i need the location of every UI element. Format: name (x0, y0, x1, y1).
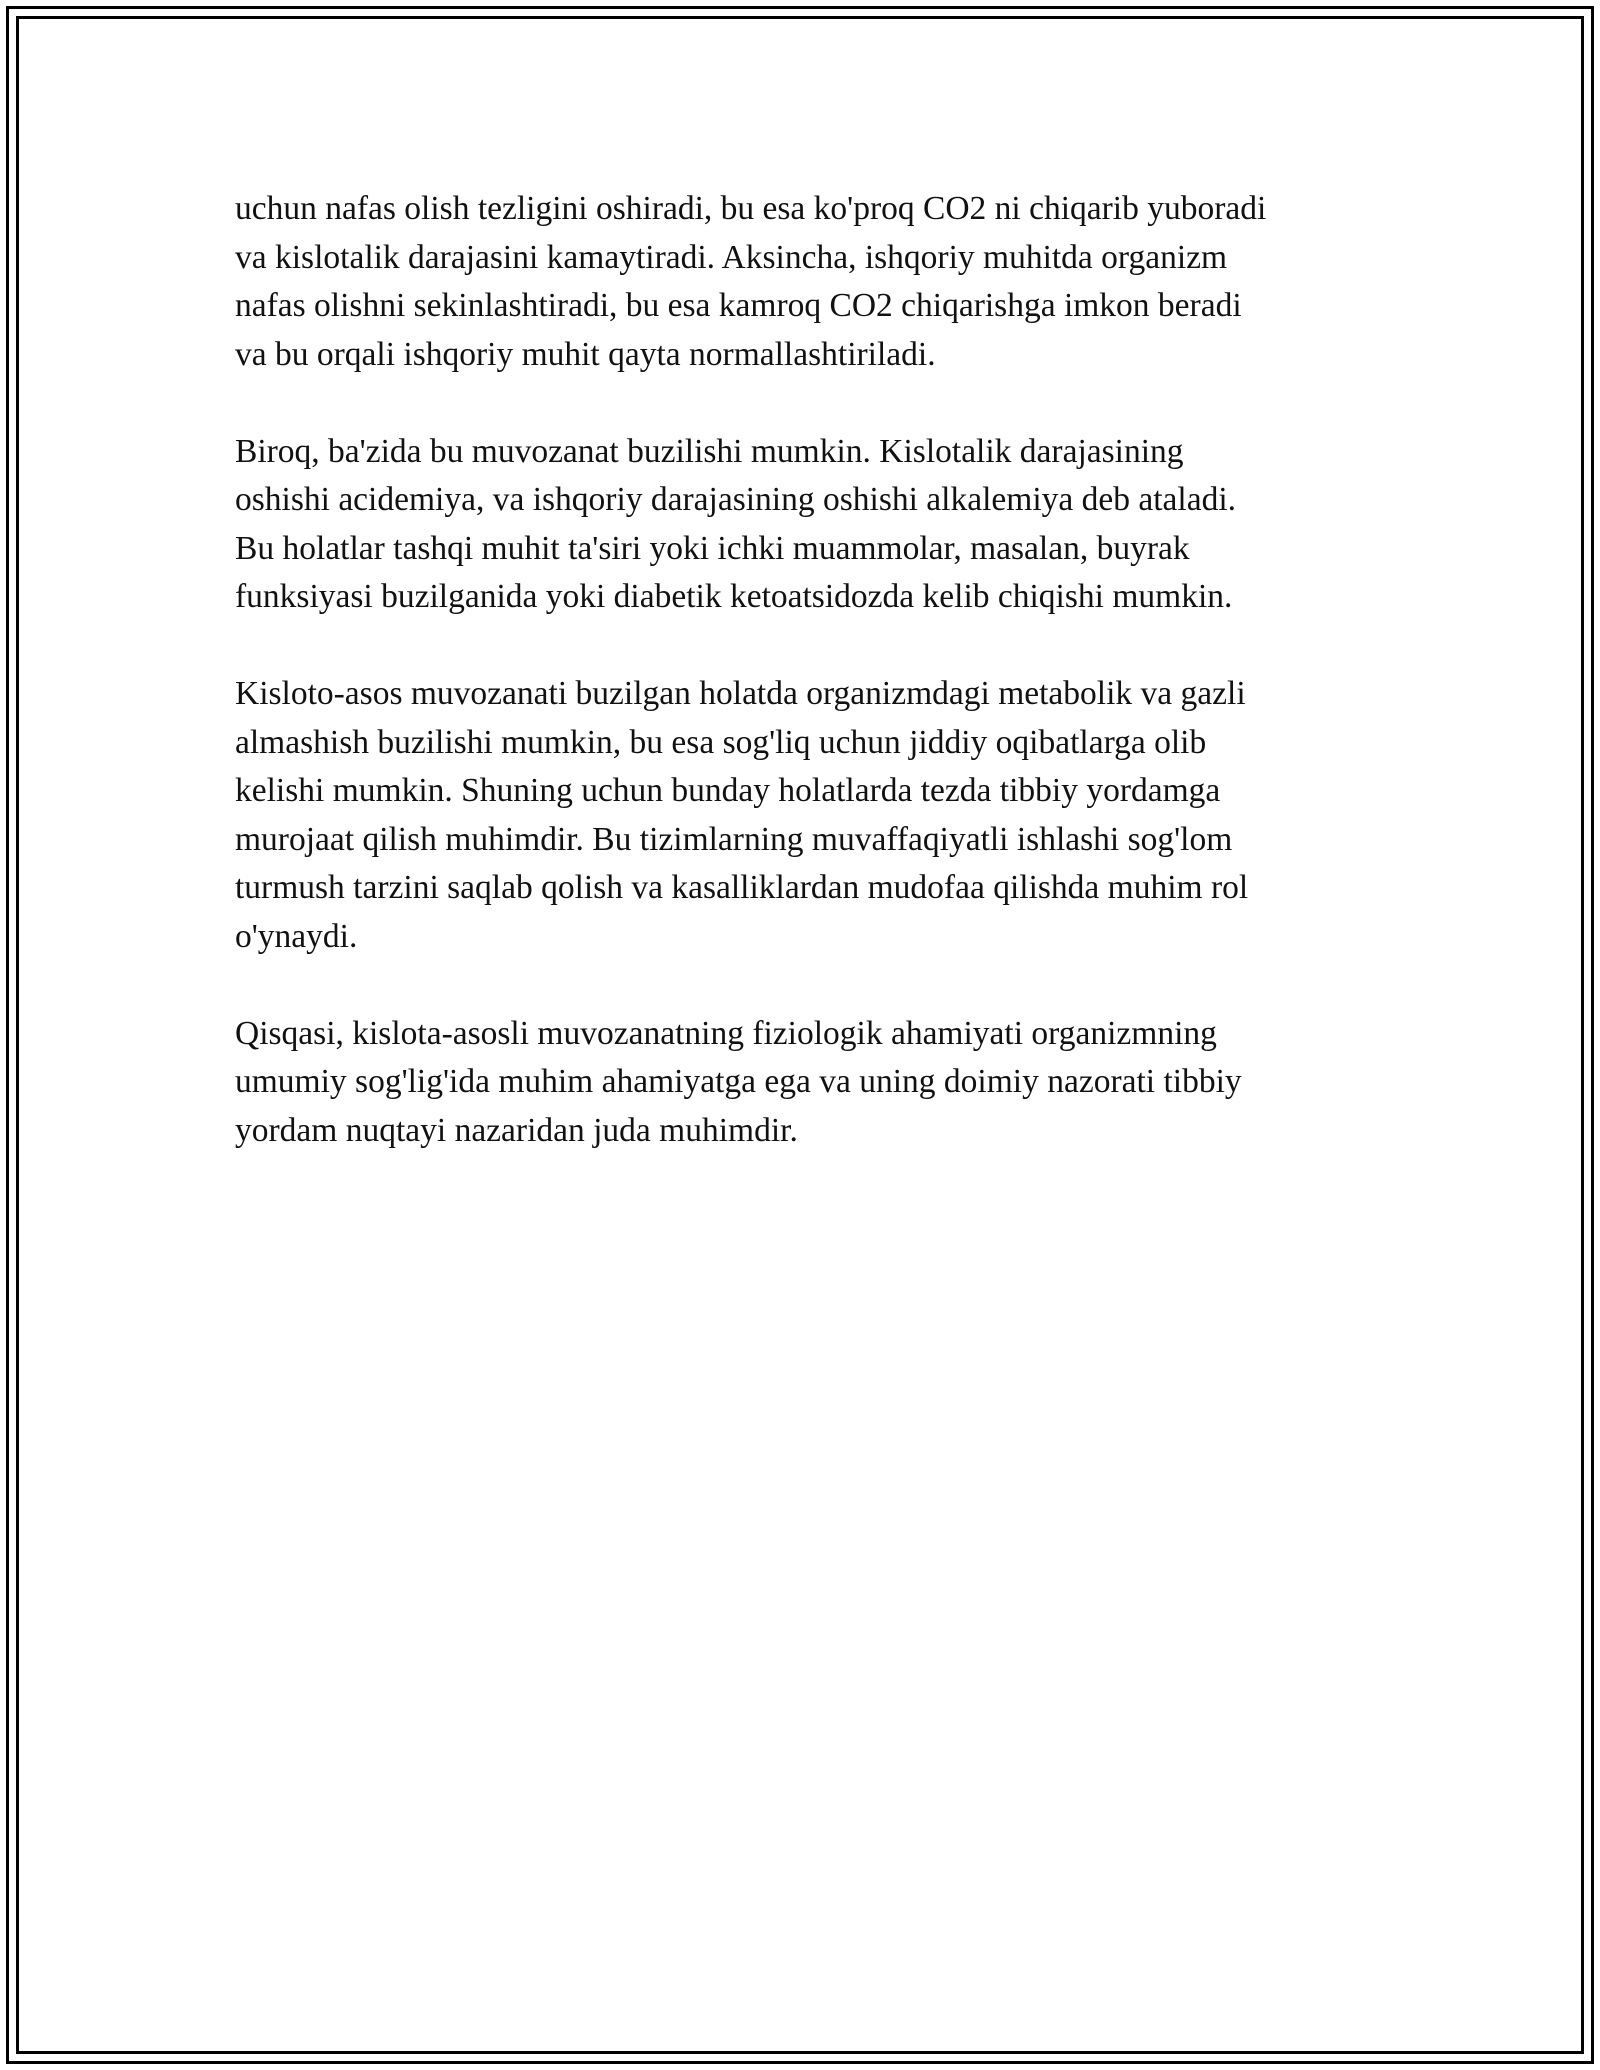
text-line: uchun nafas olish tezligini oshiradi, bu esa ko'proq CO2 ni chiqarib yuboradi (235, 190, 1267, 227)
text-line: kelishi mumkin. Shuning uchun bunday holatlarda tezda tibbiy yordamga (235, 772, 1221, 809)
document-body (235, 185, 1415, 1204)
text-line: oshishi acidemiya, va ishqoriy darajasining oshishi alkalemiya deb ataladi. (235, 481, 1237, 518)
text-line: turmush tarzini saqlab qolish va kasalliklardan mudofaa qilishda muhim rol (235, 869, 1249, 906)
paragraph-summary (235, 1010, 1415, 1156)
text-line: Kisloto-asos muvozanati buzilgan holatda organizmdagi metabolik va gazli (235, 675, 1246, 712)
text-line: umumiy sog'lig'ida muhim ahamiyatga ega va uning doimiy nazorati tibbiy (235, 1063, 1242, 1100)
paragraph-acidemia-alkalemia (235, 428, 1415, 622)
text-line: almashish buzilishi mumkin, bu esa sog'liq uchun jiddiy oqibatlarga olib (235, 723, 1207, 761)
text-line: nafas olishni sekinlashtiradi, bu esa kamroq CO2 chiqarishga imkon beradi (235, 287, 1242, 324)
text-line: funksiyasi buzilganida yoki diabetik ketoatsidozda kelib chiqishi mumkin. (235, 578, 1233, 615)
text-line: yordam nuqtayi nazaridan juda muhimdir. (235, 1111, 798, 1149)
text-line: o'ynaydi. (235, 917, 358, 955)
text-line: va bu orqali ishqoriy muhit qayta normallashtiriladi. (235, 335, 936, 373)
text-line: Qisqasi, kislota-asosli muvozanatning fiziologik ahamiyati organizmning (235, 1014, 1217, 1052)
text-line: Bu holatlar tashqi muhit ta'siri yoki ichki muammolar, masalan, buyrak (235, 529, 1190, 567)
paragraph-respiratory-compensation (235, 185, 1415, 379)
text-line: va kislotalik darajasini kamaytiradi. Aksincha, ishqoriy muhitda organizm (235, 238, 1228, 276)
text-line: murojaat qilish muhimdir. Bu tizimlarning muvaffaqiyatli ishlashi sog'lom (235, 820, 1233, 858)
text-line: Biroq, ba'zida bu muvozanat buzilishi mumkin. Kislotalik darajasining (235, 432, 1184, 470)
paragraph-consequences (235, 670, 1415, 961)
